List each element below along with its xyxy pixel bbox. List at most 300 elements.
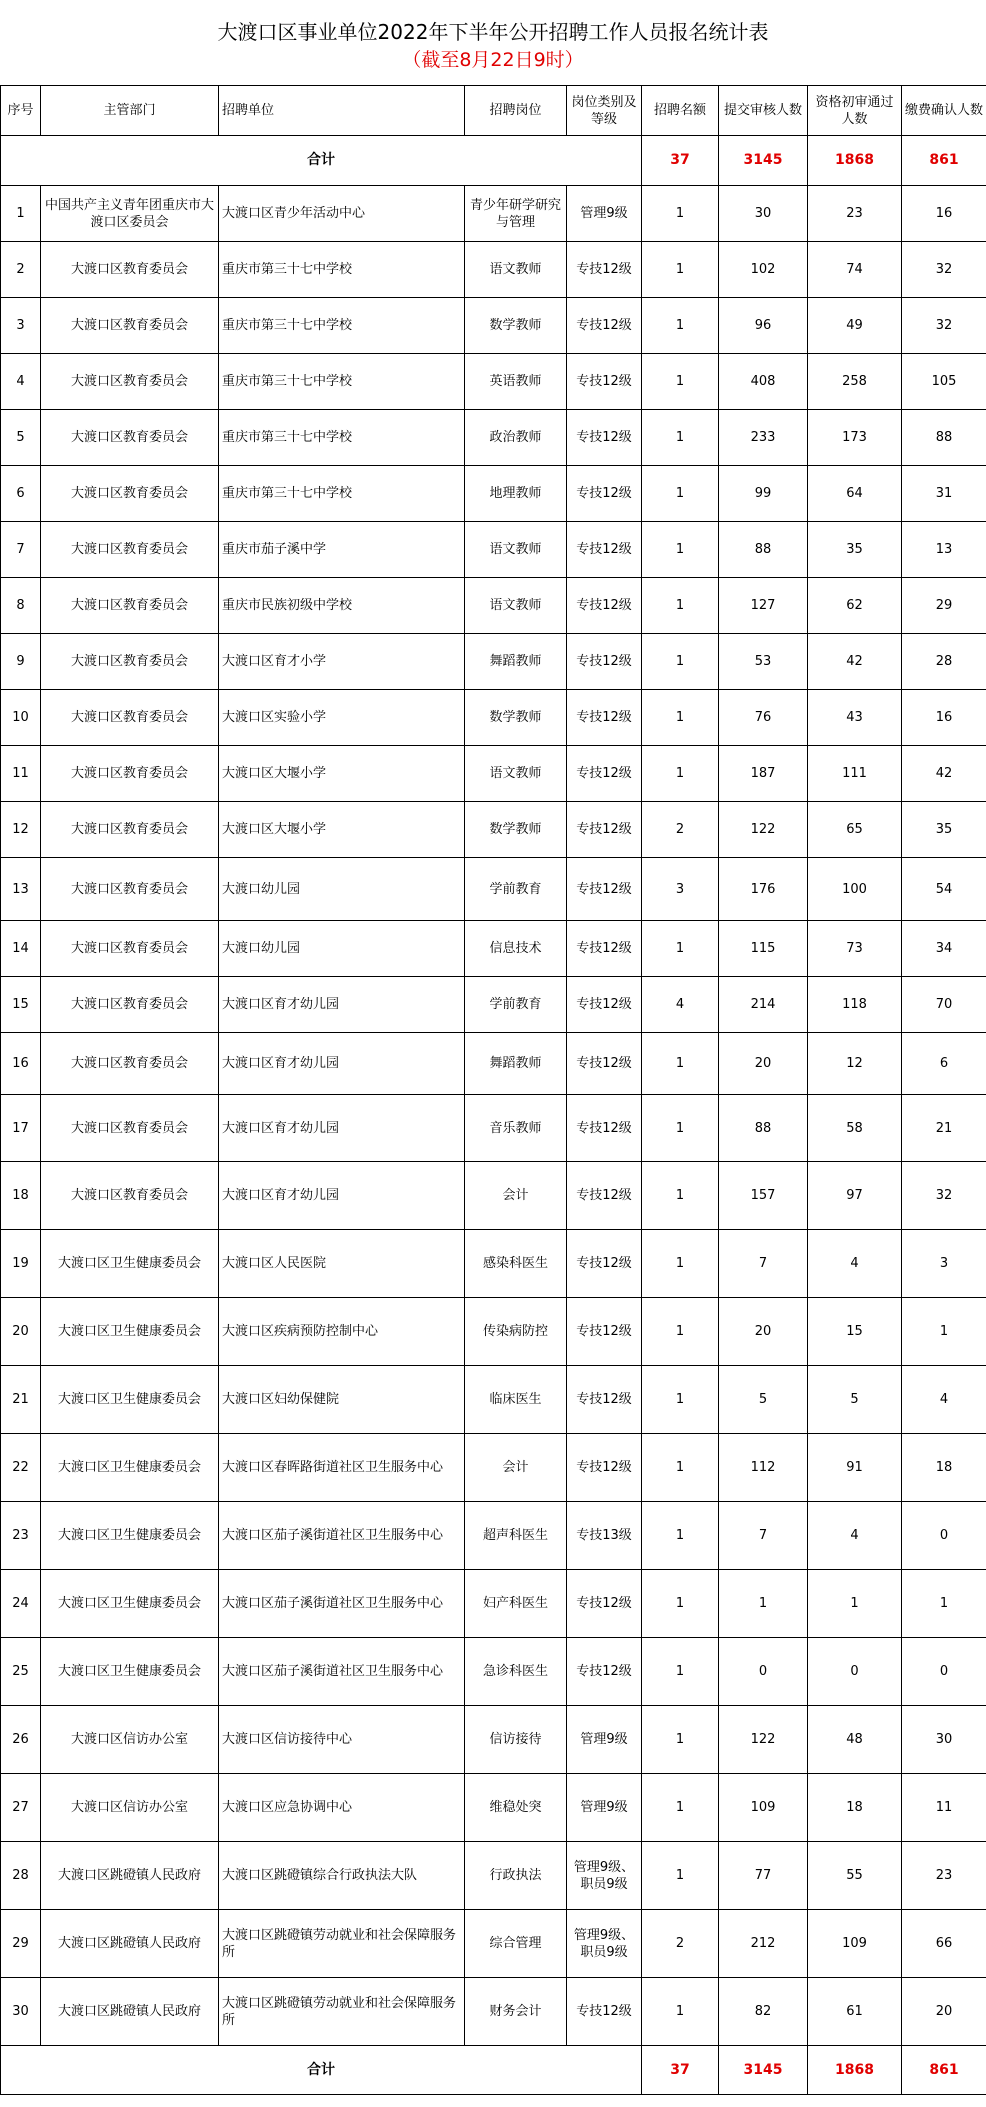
row-passed: 73: [808, 921, 902, 977]
row-quota: 1: [642, 1298, 719, 1366]
row-passed: 18: [808, 1774, 902, 1842]
statistics-table: [0, 85, 986, 2095]
total-label: 合计: [1, 136, 642, 186]
row-submitted: 99: [719, 466, 808, 522]
row-paid: 1: [902, 1570, 986, 1638]
table-row: [1, 1978, 986, 2046]
row-paid: 0: [902, 1502, 986, 1570]
row-level: 专技12级: [567, 634, 642, 690]
row-paid: 20: [902, 1978, 986, 2046]
row-unit: 大渡口区疾病预防控制中心: [219, 1298, 465, 1366]
total-quota: 37: [642, 136, 719, 186]
row-paid: 54: [902, 858, 986, 921]
row-submitted: 5: [719, 1366, 808, 1434]
table-row: [1, 634, 986, 690]
row-paid: 35: [902, 802, 986, 858]
row-paid: 3: [902, 1230, 986, 1298]
row-level: 专技12级: [567, 690, 642, 746]
row-submitted: 127: [719, 578, 808, 634]
row-post: 学前教育: [465, 977, 567, 1033]
row-no: 1: [1, 186, 41, 242]
row-level: 管理9级、职员9级: [567, 1842, 642, 1910]
row-quota: 1: [642, 1502, 719, 1570]
total-row-bottom: [1, 2046, 986, 2095]
row-submitted: 0: [719, 1638, 808, 1706]
row-dept: 大渡口区教育委员会: [41, 522, 219, 578]
row-post: 会计: [465, 1434, 567, 1502]
row-post: 地理教师: [465, 466, 567, 522]
row-submitted: 122: [719, 802, 808, 858]
row-post: 会计: [465, 1162, 567, 1230]
total-label: 合计: [1, 2046, 642, 2095]
row-quota: 1: [642, 634, 719, 690]
row-level: 专技12级: [567, 1638, 642, 1706]
total-passed: 1868: [808, 136, 902, 186]
row-unit: 大渡口区茄子溪街道社区卫生服务中心: [219, 1502, 465, 1570]
row-submitted: 76: [719, 690, 808, 746]
row-level: 管理9级: [567, 1706, 642, 1774]
row-paid: 31: [902, 466, 986, 522]
row-level: 专技12级: [567, 1033, 642, 1095]
row-unit: 大渡口区实验小学: [219, 690, 465, 746]
table-row: [1, 746, 986, 802]
row-level: 专技12级: [567, 578, 642, 634]
row-passed: 55: [808, 1842, 902, 1910]
table-row: [1, 1910, 986, 1978]
row-post: 维稳处突: [465, 1774, 567, 1842]
row-quota: 1: [642, 1095, 719, 1162]
table-row: [1, 1298, 986, 1366]
row-post: 财务会计: [465, 1978, 567, 2046]
row-quota: 1: [642, 1434, 719, 1502]
row-post: 数学教师: [465, 298, 567, 354]
row-submitted: 82: [719, 1978, 808, 2046]
row-quota: 1: [642, 1162, 719, 1230]
row-no: 13: [1, 858, 41, 921]
table-row: [1, 242, 986, 298]
row-dept: 大渡口区跳磴镇人民政府: [41, 1910, 219, 1978]
row-submitted: 109: [719, 1774, 808, 1842]
row-quota: 4: [642, 977, 719, 1033]
row-dept: 大渡口区卫生健康委员会: [41, 1570, 219, 1638]
col-header-quota: 招聘名额: [642, 86, 719, 136]
row-post: 感染科医生: [465, 1230, 567, 1298]
row-quota: 1: [642, 1570, 719, 1638]
table-row: [1, 522, 986, 578]
row-post: 行政执法: [465, 1842, 567, 1910]
row-dept: 中国共产主义青年团重庆市大渡口区委员会: [41, 186, 219, 242]
row-level: 专技12级: [567, 522, 642, 578]
row-submitted: 20: [719, 1298, 808, 1366]
col-header-submitted: 提交审核人数: [719, 86, 808, 136]
row-level: 管理9级、职员9级: [567, 1910, 642, 1978]
table-row: [1, 410, 986, 466]
row-passed: 58: [808, 1095, 902, 1162]
row-post: 舞蹈教师: [465, 1033, 567, 1095]
row-dept: 大渡口区教育委员会: [41, 1162, 219, 1230]
row-level: 专技12级: [567, 1570, 642, 1638]
row-quota: 1: [642, 578, 719, 634]
row-paid: 23: [902, 1842, 986, 1910]
row-unit: 大渡口区育才幼儿园: [219, 977, 465, 1033]
table-row: [1, 1638, 986, 1706]
row-paid: 28: [902, 634, 986, 690]
row-paid: 32: [902, 242, 986, 298]
table-row: [1, 921, 986, 977]
row-paid: 32: [902, 1162, 986, 1230]
row-level: 专技12级: [567, 858, 642, 921]
row-submitted: 157: [719, 1162, 808, 1230]
row-paid: 16: [902, 690, 986, 746]
row-passed: 64: [808, 466, 902, 522]
row-unit: 大渡口幼儿园: [219, 858, 465, 921]
row-submitted: 187: [719, 746, 808, 802]
row-unit: 大渡口区育才幼儿园: [219, 1095, 465, 1162]
row-post: 语文教师: [465, 242, 567, 298]
row-unit: 大渡口区应急协调中心: [219, 1774, 465, 1842]
row-no: 22: [1, 1434, 41, 1502]
row-unit: 重庆市第三十七中学校: [219, 242, 465, 298]
row-level: 专技12级: [567, 1366, 642, 1434]
total-submitted: 3145: [719, 2046, 808, 2095]
col-header-paid: 缴费确认人数: [902, 86, 986, 136]
row-passed: 49: [808, 298, 902, 354]
row-passed: 23: [808, 186, 902, 242]
row-dept: 大渡口区教育委员会: [41, 690, 219, 746]
row-no: 25: [1, 1638, 41, 1706]
row-submitted: 20: [719, 1033, 808, 1095]
row-paid: 0: [902, 1638, 986, 1706]
table-row: [1, 1162, 986, 1230]
row-quota: 1: [642, 921, 719, 977]
row-paid: 13: [902, 522, 986, 578]
total-paid: 861: [902, 136, 986, 186]
row-dept: 大渡口区教育委员会: [41, 410, 219, 466]
row-quota: 1: [642, 354, 719, 410]
row-unit: 大渡口区跳磴镇劳动就业和社会保障服务所: [219, 1910, 465, 1978]
table-row: [1, 1502, 986, 1570]
row-submitted: 112: [719, 1434, 808, 1502]
col-header-no: 序号: [1, 86, 41, 136]
table-row: [1, 802, 986, 858]
row-submitted: 53: [719, 634, 808, 690]
row-post: 信息技术: [465, 921, 567, 977]
row-dept: 大渡口区跳磴镇人民政府: [41, 1978, 219, 2046]
row-passed: 65: [808, 802, 902, 858]
row-passed: 100: [808, 858, 902, 921]
row-dept: 大渡口区卫生健康委员会: [41, 1434, 219, 1502]
row-unit: 大渡口区育才小学: [219, 634, 465, 690]
row-no: 20: [1, 1298, 41, 1366]
row-submitted: 7: [719, 1230, 808, 1298]
row-passed: 258: [808, 354, 902, 410]
row-no: 27: [1, 1774, 41, 1842]
table-row: [1, 1095, 986, 1162]
row-unit: 重庆市第三十七中学校: [219, 298, 465, 354]
row-no: 10: [1, 690, 41, 746]
row-no: 14: [1, 921, 41, 977]
row-post: 妇产科医生: [465, 1570, 567, 1638]
row-unit: 大渡口区跳磴镇劳动就业和社会保障服务所: [219, 1978, 465, 2046]
row-quota: 1: [642, 1033, 719, 1095]
row-no: 7: [1, 522, 41, 578]
row-post: 急诊科医生: [465, 1638, 567, 1706]
row-submitted: 214: [719, 977, 808, 1033]
row-no: 21: [1, 1366, 41, 1434]
table-row: [1, 298, 986, 354]
row-dept: 大渡口区教育委员会: [41, 634, 219, 690]
row-passed: 15: [808, 1298, 902, 1366]
table-row: [1, 1570, 986, 1638]
row-unit: 大渡口区妇幼保健院: [219, 1366, 465, 1434]
row-quota: 1: [642, 242, 719, 298]
row-post: 舞蹈教师: [465, 634, 567, 690]
row-paid: 88: [902, 410, 986, 466]
row-passed: 118: [808, 977, 902, 1033]
row-quota: 1: [642, 746, 719, 802]
row-passed: 48: [808, 1706, 902, 1774]
table-row: [1, 858, 986, 921]
row-post: 语文教师: [465, 746, 567, 802]
row-level: 专技12级: [567, 1162, 642, 1230]
row-no: 6: [1, 466, 41, 522]
row-no: 18: [1, 1162, 41, 1230]
row-level: 专技12级: [567, 298, 642, 354]
table-row: [1, 1366, 986, 1434]
row-quota: 1: [642, 1774, 719, 1842]
row-quota: 1: [642, 466, 719, 522]
row-quota: 2: [642, 802, 719, 858]
row-submitted: 7: [719, 1502, 808, 1570]
row-passed: 42: [808, 634, 902, 690]
row-quota: 1: [642, 298, 719, 354]
row-unit: 重庆市民族初级中学校: [219, 578, 465, 634]
row-level: 专技12级: [567, 1230, 642, 1298]
row-quota: 1: [642, 1978, 719, 2046]
row-submitted: 1: [719, 1570, 808, 1638]
row-level: 专技12级: [567, 746, 642, 802]
row-dept: 大渡口区信访办公室: [41, 1706, 219, 1774]
row-paid: 1: [902, 1298, 986, 1366]
row-submitted: 102: [719, 242, 808, 298]
row-no: 24: [1, 1570, 41, 1638]
row-passed: 4: [808, 1230, 902, 1298]
table-row: [1, 466, 986, 522]
row-post: 音乐教师: [465, 1095, 567, 1162]
row-paid: 6: [902, 1033, 986, 1095]
row-post: 学前教育: [465, 858, 567, 921]
row-passed: 111: [808, 746, 902, 802]
row-level: 专技12级: [567, 977, 642, 1033]
table-row: [1, 1842, 986, 1910]
row-no: 19: [1, 1230, 41, 1298]
row-no: 9: [1, 634, 41, 690]
row-level: 专技12级: [567, 1978, 642, 2046]
row-level: 专技12级: [567, 410, 642, 466]
row-quota: 3: [642, 858, 719, 921]
row-quota: 1: [642, 690, 719, 746]
row-dept: 大渡口区教育委员会: [41, 242, 219, 298]
total-row-top: [1, 136, 986, 186]
page-subtitle: （截至8月22日9时）: [402, 49, 584, 71]
total-quota: 37: [642, 2046, 719, 2095]
row-submitted: 408: [719, 354, 808, 410]
row-post: 数学教师: [465, 802, 567, 858]
row-passed: 0: [808, 1638, 902, 1706]
row-submitted: 88: [719, 1095, 808, 1162]
row-unit: 大渡口区茄子溪街道社区卫生服务中心: [219, 1638, 465, 1706]
row-level: 管理9级: [567, 1774, 642, 1842]
row-paid: 42: [902, 746, 986, 802]
row-passed: 91: [808, 1434, 902, 1502]
total-submitted: 3145: [719, 136, 808, 186]
row-unit: 重庆市茄子溪中学: [219, 522, 465, 578]
row-quota: 1: [642, 1366, 719, 1434]
row-unit: 大渡口区育才幼儿园: [219, 1033, 465, 1095]
table-row: [1, 977, 986, 1033]
row-dept: 大渡口区卫生健康委员会: [41, 1230, 219, 1298]
table-row: [1, 1774, 986, 1842]
row-quota: 1: [642, 410, 719, 466]
row-paid: 29: [902, 578, 986, 634]
row-paid: 32: [902, 298, 986, 354]
row-dept: 大渡口区教育委员会: [41, 466, 219, 522]
row-dept: 大渡口区教育委员会: [41, 921, 219, 977]
row-paid: 16: [902, 186, 986, 242]
row-unit: 大渡口区春晖路街道社区卫生服务中心: [219, 1434, 465, 1502]
table-row: [1, 186, 986, 242]
row-level: 管理9级: [567, 186, 642, 242]
row-level: 专技12级: [567, 242, 642, 298]
row-post: 传染病防控: [465, 1298, 567, 1366]
table-row: [1, 1706, 986, 1774]
row-no: 4: [1, 354, 41, 410]
row-unit: 大渡口区青少年活动中心: [219, 186, 465, 242]
row-unit: 大渡口区大堰小学: [219, 746, 465, 802]
col-header-dept: 主管部门: [41, 86, 219, 136]
row-passed: 1: [808, 1570, 902, 1638]
row-submitted: 30: [719, 186, 808, 242]
col-header-post: 招聘岗位: [465, 86, 567, 136]
row-paid: 4: [902, 1366, 986, 1434]
row-paid: 70: [902, 977, 986, 1033]
row-dept: 大渡口区卫生健康委员会: [41, 1298, 219, 1366]
row-no: 16: [1, 1033, 41, 1095]
row-paid: 21: [902, 1095, 986, 1162]
row-quota: 1: [642, 1842, 719, 1910]
row-post: 超声科医生: [465, 1502, 567, 1570]
row-dept: 大渡口区跳磴镇人民政府: [41, 1842, 219, 1910]
row-dept: 大渡口区教育委员会: [41, 298, 219, 354]
row-post: 英语教师: [465, 354, 567, 410]
row-passed: 43: [808, 690, 902, 746]
row-passed: 62: [808, 578, 902, 634]
col-header-level: 岗位类别及等级: [567, 86, 642, 136]
row-dept: 大渡口区教育委员会: [41, 977, 219, 1033]
row-passed: 4: [808, 1502, 902, 1570]
row-passed: 173: [808, 410, 902, 466]
row-dept: 大渡口区教育委员会: [41, 354, 219, 410]
row-quota: 1: [642, 1230, 719, 1298]
row-unit: 大渡口区信访接待中心: [219, 1706, 465, 1774]
row-paid: 34: [902, 921, 986, 977]
row-post: 语文教师: [465, 522, 567, 578]
row-unit: 重庆市第三十七中学校: [219, 410, 465, 466]
row-passed: 35: [808, 522, 902, 578]
row-dept: 大渡口区教育委员会: [41, 1033, 219, 1095]
row-level: 专技12级: [567, 802, 642, 858]
row-no: 17: [1, 1095, 41, 1162]
row-submitted: 233: [719, 410, 808, 466]
row-no: 30: [1, 1978, 41, 2046]
page-title: 大渡口区事业单位2022年下半年公开招聘工作人员报名统计表: [217, 20, 769, 44]
row-dept: 大渡口区卫生健康委员会: [41, 1638, 219, 1706]
row-no: 11: [1, 746, 41, 802]
row-quota: 1: [642, 1638, 719, 1706]
row-level: 专技12级: [567, 921, 642, 977]
row-no: 15: [1, 977, 41, 1033]
table-row: [1, 354, 986, 410]
row-dept: 大渡口区卫生健康委员会: [41, 1366, 219, 1434]
row-post: 政治教师: [465, 410, 567, 466]
row-paid: 30: [902, 1706, 986, 1774]
row-dept: 大渡口区教育委员会: [41, 858, 219, 921]
row-no: 23: [1, 1502, 41, 1570]
row-submitted: 115: [719, 921, 808, 977]
row-dept: 大渡口区教育委员会: [41, 1095, 219, 1162]
row-level: 专技12级: [567, 354, 642, 410]
row-dept: 大渡口区卫生健康委员会: [41, 1502, 219, 1570]
row-passed: 5: [808, 1366, 902, 1434]
row-no: 8: [1, 578, 41, 634]
row-submitted: 77: [719, 1842, 808, 1910]
col-header-unit: 招聘单位: [219, 86, 465, 136]
row-post: 青少年研学研究与管理: [465, 186, 567, 242]
row-level: 专技12级: [567, 466, 642, 522]
row-submitted: 88: [719, 522, 808, 578]
row-unit: 大渡口幼儿园: [219, 921, 465, 977]
row-unit: 大渡口区大堰小学: [219, 802, 465, 858]
row-submitted: 122: [719, 1706, 808, 1774]
row-quota: 1: [642, 1706, 719, 1774]
table-row: [1, 690, 986, 746]
row-level: 专技12级: [567, 1298, 642, 1366]
header-row: [1, 86, 986, 136]
row-level: 专技12级: [567, 1095, 642, 1162]
row-no: 12: [1, 802, 41, 858]
row-quota: 1: [642, 522, 719, 578]
row-submitted: 176: [719, 858, 808, 921]
row-post: 语文教师: [465, 578, 567, 634]
row-passed: 12: [808, 1033, 902, 1095]
table-row: [1, 1230, 986, 1298]
total-paid: 861: [902, 2046, 986, 2095]
row-submitted: 96: [719, 298, 808, 354]
row-unit: 大渡口区育才幼儿园: [219, 1162, 465, 1230]
table-row: [1, 1434, 986, 1502]
total-passed: 1868: [808, 2046, 902, 2095]
row-passed: 97: [808, 1162, 902, 1230]
row-quota: 2: [642, 1910, 719, 1978]
row-submitted: 212: [719, 1910, 808, 1978]
row-paid: 11: [902, 1774, 986, 1842]
row-passed: 109: [808, 1910, 902, 1978]
row-level: 专技13级: [567, 1502, 642, 1570]
row-unit: 大渡口区茄子溪街道社区卫生服务中心: [219, 1570, 465, 1638]
row-post: 数学教师: [465, 690, 567, 746]
row-unit: 大渡口区人民医院: [219, 1230, 465, 1298]
row-post: 信访接待: [465, 1706, 567, 1774]
